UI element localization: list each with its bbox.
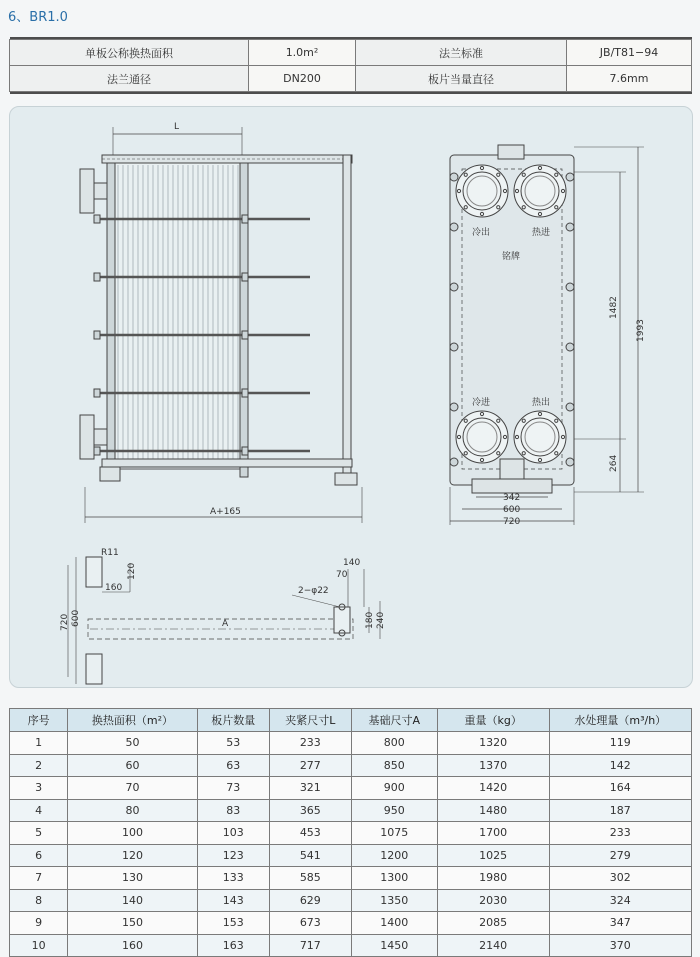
tie-rod-nut bbox=[94, 273, 100, 281]
table-row bbox=[10, 889, 692, 912]
table-cell: 120 bbox=[68, 844, 197, 867]
table-row bbox=[10, 732, 692, 755]
table-cell: 1025 bbox=[437, 844, 549, 867]
table-row bbox=[10, 867, 692, 890]
side-view bbox=[80, 127, 362, 523]
table-cell: 100 bbox=[68, 822, 197, 845]
table-cell: 321 bbox=[269, 777, 351, 800]
table-cell: 80 bbox=[68, 799, 197, 822]
table-cell: 160 bbox=[68, 934, 197, 957]
table-cell: 53 bbox=[197, 732, 269, 755]
table-cell: 83 bbox=[197, 799, 269, 822]
label-cold-out: 冷出 bbox=[472, 228, 491, 238]
table-row bbox=[10, 822, 692, 845]
table-cell: 7 bbox=[10, 867, 68, 890]
label-hot-out: 热出 bbox=[532, 398, 551, 408]
tie-rod-nut bbox=[242, 331, 248, 339]
table-cell: 370 bbox=[549, 934, 691, 957]
column-header: 换热面积（m²） bbox=[68, 709, 197, 732]
table-cell: 1300 bbox=[351, 867, 437, 890]
side-bolt bbox=[566, 223, 574, 231]
table-cell: 6 bbox=[10, 844, 68, 867]
table-cell: 153 bbox=[197, 912, 269, 935]
table-cell: 1370 bbox=[437, 754, 549, 777]
table-cell: 1320 bbox=[437, 732, 549, 755]
table-cell: 1480 bbox=[437, 799, 549, 822]
dim-L: L bbox=[174, 122, 180, 132]
section-title: 6、BR1.0 bbox=[8, 10, 68, 25]
table-cell: 365 bbox=[269, 799, 351, 822]
table-cell: 1980 bbox=[437, 867, 549, 890]
table-cell: 2085 bbox=[437, 912, 549, 935]
dim-holes: 2−φ22 bbox=[298, 586, 329, 596]
table-row bbox=[10, 777, 692, 800]
table-header-row bbox=[10, 709, 692, 732]
table-cell: 1 bbox=[10, 732, 68, 755]
side-bolt bbox=[450, 403, 458, 411]
table-cell: 1450 bbox=[351, 934, 437, 957]
table-cell: 1350 bbox=[351, 889, 437, 912]
table-cell: 140 bbox=[68, 889, 197, 912]
table-cell: 1075 bbox=[351, 822, 437, 845]
tie-rod-nut bbox=[242, 447, 248, 455]
table-cell: 717 bbox=[269, 934, 351, 957]
table-cell: 629 bbox=[269, 889, 351, 912]
table-cell: 1400 bbox=[351, 912, 437, 935]
tie-rod-nut bbox=[94, 215, 100, 223]
table-cell: 453 bbox=[269, 822, 351, 845]
tie-rod-nut bbox=[242, 389, 248, 397]
table-cell: 50 bbox=[68, 732, 197, 755]
table-cell: 2030 bbox=[437, 889, 549, 912]
dim-120: 120 bbox=[127, 562, 137, 580]
table-cell: 900 bbox=[351, 777, 437, 800]
table-cell: 4 bbox=[10, 799, 68, 822]
tie-rod-nut bbox=[94, 447, 100, 455]
dim-342: 342 bbox=[503, 493, 521, 503]
table-cell: 60 bbox=[68, 754, 197, 777]
table-cell: 119 bbox=[549, 732, 691, 755]
table-cell: 143 bbox=[197, 889, 269, 912]
table-cell: 2140 bbox=[437, 934, 549, 957]
dim-180: 180 bbox=[365, 611, 375, 629]
table-cell: 279 bbox=[549, 844, 691, 867]
drawing-svg bbox=[10, 107, 692, 687]
spec-table bbox=[9, 37, 692, 94]
table-cell: 187 bbox=[549, 799, 691, 822]
table-row bbox=[10, 934, 692, 957]
table-cell: 277 bbox=[269, 754, 351, 777]
dim-720: 720 bbox=[503, 517, 521, 527]
table-cell: 3 bbox=[10, 777, 68, 800]
dim-1993: 1993 bbox=[636, 319, 646, 342]
spec-label: 板片当量直径 bbox=[356, 66, 567, 92]
table-cell: 1200 bbox=[351, 844, 437, 867]
spec-label: 法兰标准 bbox=[356, 40, 567, 66]
table-cell: 164 bbox=[549, 777, 691, 800]
table-cell: 233 bbox=[549, 822, 691, 845]
side-bolt bbox=[450, 223, 458, 231]
dim-600-base: 600 bbox=[71, 609, 81, 627]
dim-70: 70 bbox=[336, 570, 348, 580]
tie-rod-nut bbox=[242, 273, 248, 281]
side-bolt bbox=[566, 403, 574, 411]
table-cell: 1420 bbox=[437, 777, 549, 800]
dim-140: 140 bbox=[343, 558, 361, 568]
table-cell: 850 bbox=[351, 754, 437, 777]
column-header: 夹紧尺寸L bbox=[269, 709, 351, 732]
table-cell: 70 bbox=[68, 777, 197, 800]
dim-160: 160 bbox=[105, 583, 123, 593]
spec-value: 1.0m² bbox=[249, 40, 356, 66]
table-cell: 950 bbox=[351, 799, 437, 822]
column-header: 重量（kg） bbox=[437, 709, 549, 732]
table-cell: 150 bbox=[68, 912, 197, 935]
port-flange bbox=[456, 165, 508, 217]
dim-720-base: 720 bbox=[60, 613, 70, 631]
dim-1482: 1482 bbox=[609, 296, 619, 319]
table-row bbox=[10, 844, 692, 867]
table-cell: 63 bbox=[197, 754, 269, 777]
table-row bbox=[10, 754, 692, 777]
table-cell: 541 bbox=[269, 844, 351, 867]
column-header: 板片数量 bbox=[197, 709, 269, 732]
tie-rod-nut bbox=[94, 389, 100, 397]
tie-rod-nut bbox=[94, 331, 100, 339]
table-cell: 302 bbox=[549, 867, 691, 890]
table-cell: 347 bbox=[549, 912, 691, 935]
side-bolt bbox=[450, 283, 458, 291]
table-cell: 133 bbox=[197, 867, 269, 890]
table-cell: 673 bbox=[269, 912, 351, 935]
port-flange bbox=[514, 411, 566, 463]
spec-value: JB/T81−94 bbox=[567, 40, 692, 66]
column-header: 基础尺寸A bbox=[351, 709, 437, 732]
column-header: 序号 bbox=[10, 709, 68, 732]
dim-A: A bbox=[222, 619, 229, 629]
data-table bbox=[9, 708, 692, 957]
side-bolt bbox=[566, 458, 574, 466]
table-cell: 9 bbox=[10, 912, 68, 935]
table-cell: 1700 bbox=[437, 822, 549, 845]
table-cell: 233 bbox=[269, 732, 351, 755]
dim-240: 240 bbox=[376, 611, 386, 629]
side-bolt bbox=[566, 173, 574, 181]
table-cell: 8 bbox=[10, 889, 68, 912]
label-hot-in: 热进 bbox=[532, 228, 551, 238]
spec-value: DN200 bbox=[249, 66, 356, 92]
engineering-drawing bbox=[9, 106, 693, 688]
table-row bbox=[10, 799, 692, 822]
table-cell: 142 bbox=[549, 754, 691, 777]
tie-rod-nut bbox=[242, 215, 248, 223]
side-bolt bbox=[450, 458, 458, 466]
table-cell: 130 bbox=[68, 867, 197, 890]
side-bolt bbox=[450, 173, 458, 181]
column-header: 水处理量（m³/h） bbox=[549, 709, 691, 732]
dim-264: 264 bbox=[609, 454, 619, 472]
side-bolt bbox=[566, 343, 574, 351]
spec-value: 7.6mm bbox=[567, 66, 692, 92]
spec-label: 单板公称换热面积 bbox=[10, 40, 249, 66]
label-nameplate: 铭牌 bbox=[502, 252, 521, 262]
table-cell: 5 bbox=[10, 822, 68, 845]
table-cell: 73 bbox=[197, 777, 269, 800]
table-cell: 163 bbox=[197, 934, 269, 957]
table-cell: 103 bbox=[197, 822, 269, 845]
table-cell: 123 bbox=[197, 844, 269, 867]
table-cell: 324 bbox=[549, 889, 691, 912]
dim-A165: A+165 bbox=[210, 507, 241, 517]
label-cold-in: 冷进 bbox=[472, 398, 491, 408]
side-bolt bbox=[450, 343, 458, 351]
table-cell: 10 bbox=[10, 934, 68, 957]
table-cell: 585 bbox=[269, 867, 351, 890]
table-cell: 800 bbox=[351, 732, 437, 755]
table-cell: 2 bbox=[10, 754, 68, 777]
side-bolt bbox=[566, 283, 574, 291]
dim-R11: R11 bbox=[101, 548, 119, 558]
dim-600: 600 bbox=[503, 505, 521, 515]
port-flange bbox=[456, 411, 508, 463]
port-flange bbox=[514, 165, 566, 217]
spec-label: 法兰通径 bbox=[10, 66, 249, 92]
table-row bbox=[10, 912, 692, 935]
